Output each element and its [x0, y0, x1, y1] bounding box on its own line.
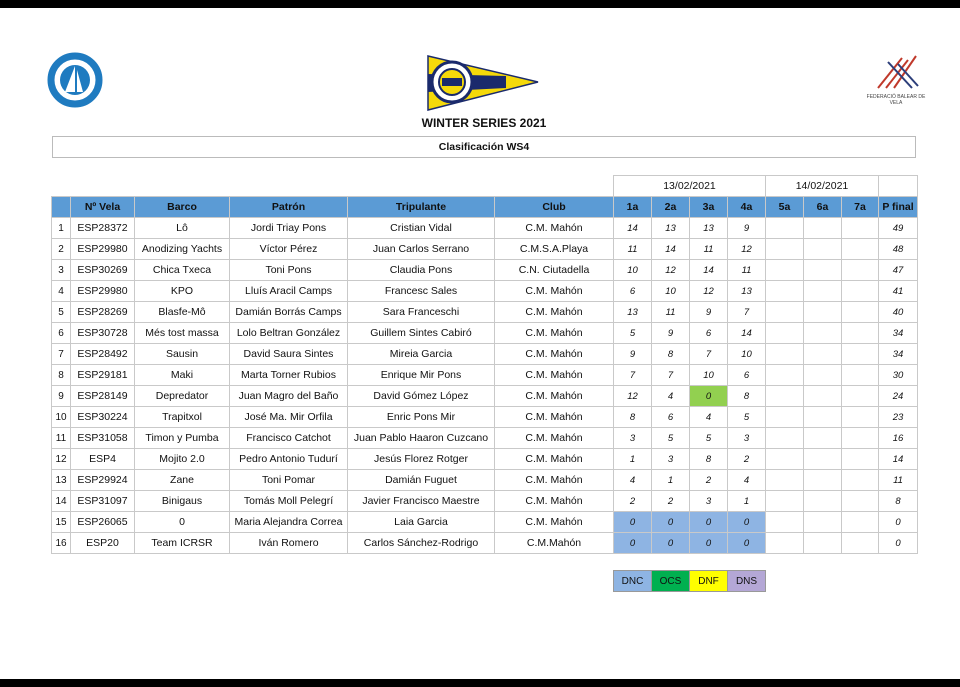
cell-barco: Sausin [135, 344, 230, 365]
legend-dnc: DNC [614, 571, 652, 592]
cell-position: 2 [52, 239, 71, 260]
cell-club: C.M. Mahón [495, 218, 614, 239]
cell-race-5 [766, 218, 804, 239]
cell-position: 1 [52, 218, 71, 239]
cell-race-3: 8 [690, 449, 728, 470]
cell-tripulante: Francesc Sales [348, 281, 495, 302]
cell-race-2: 13 [652, 218, 690, 239]
cell-race-3: 13 [690, 218, 728, 239]
cell-tripulante: Juan Carlos Serrano [348, 239, 495, 260]
cell-barco: Trapitxol [135, 407, 230, 428]
cell-race-6 [804, 533, 842, 554]
table-row [52, 449, 918, 470]
cell-race-2: 7 [652, 365, 690, 386]
cell-race-1: 0 [614, 533, 652, 554]
page-title: WINTER SERIES 2021 [421, 116, 547, 130]
cell-race-5 [766, 533, 804, 554]
cell-race-2: 14 [652, 239, 690, 260]
cell-race-3: 7 [690, 344, 728, 365]
cell-tripulante: Jesús Florez Rotger [348, 449, 495, 470]
cell-race-6 [804, 449, 842, 470]
col-header-pos [52, 197, 71, 218]
cell-position: 5 [52, 302, 71, 323]
cell-barco: Més tost massa [135, 323, 230, 344]
cell-barco: Chica Txeca [135, 260, 230, 281]
cell-final: 24 [879, 386, 918, 407]
cell-race-3: 5 [690, 428, 728, 449]
results-body [52, 218, 918, 554]
cell-race-1: 13 [614, 302, 652, 323]
cell-race-7 [842, 323, 879, 344]
cell-race-5 [766, 302, 804, 323]
cell-race-4: 1 [728, 491, 766, 512]
cell-final: 41 [879, 281, 918, 302]
cell-barco: Lô [135, 218, 230, 239]
cell-race-4: 0 [728, 512, 766, 533]
cell-vela: ESP30728 [71, 323, 135, 344]
cell-club: C.M. Mahón [495, 512, 614, 533]
cell-race-3: 0 [690, 386, 728, 407]
cell-race-2: 3 [652, 449, 690, 470]
cell-position: 14 [52, 491, 71, 512]
cell-race-4: 8 [728, 386, 766, 407]
date-day-2: 14/02/2021 [766, 176, 879, 197]
table-row [52, 302, 918, 323]
cell-final: 49 [879, 218, 918, 239]
cell-patron: Marta Torner Rubios [230, 365, 348, 386]
col-header-barco: Barco [135, 197, 230, 218]
cell-position: 13 [52, 470, 71, 491]
cell-final: 23 [879, 407, 918, 428]
cell-race-7 [842, 470, 879, 491]
cell-patron: José Ma. Mir Orfila [230, 407, 348, 428]
cell-race-1: 2 [614, 491, 652, 512]
cell-race-5 [766, 281, 804, 302]
cell-race-6 [804, 491, 842, 512]
cell-final: 40 [879, 302, 918, 323]
cell-barco: 0 [135, 512, 230, 533]
cell-race-6 [804, 302, 842, 323]
table-row [52, 260, 918, 281]
cell-final: 47 [879, 260, 918, 281]
cell-race-5 [766, 491, 804, 512]
cell-race-1: 7 [614, 365, 652, 386]
cell-position: 9 [52, 386, 71, 407]
cell-race-4: 9 [728, 218, 766, 239]
cell-patron: Maria Alejandra Correa [230, 512, 348, 533]
table-row [52, 323, 918, 344]
cell-final: 34 [879, 344, 918, 365]
cell-tripulante: Claudia Pons [348, 260, 495, 281]
cell-race-5 [766, 239, 804, 260]
cell-race-3: 6 [690, 323, 728, 344]
table-row [52, 365, 918, 386]
table-row [52, 428, 918, 449]
cell-barco: Blasfe-Mô [135, 302, 230, 323]
date-row [52, 176, 918, 197]
cell-race-6 [804, 239, 842, 260]
cell-race-2: 0 [652, 512, 690, 533]
cell-race-2: 11 [652, 302, 690, 323]
cell-race-4: 14 [728, 323, 766, 344]
cell-race-7 [842, 407, 879, 428]
cell-race-3: 0 [690, 512, 728, 533]
cell-race-4: 6 [728, 365, 766, 386]
cell-race-5 [766, 344, 804, 365]
cell-race-1: 11 [614, 239, 652, 260]
table-row [52, 491, 918, 512]
cell-patron: Lluís Aracil Camps [230, 281, 348, 302]
cell-race-3: 0 [690, 533, 728, 554]
cell-tripulante: David Gómez López [348, 386, 495, 407]
cell-race-6 [804, 386, 842, 407]
cell-patron: Toni Pomar [230, 470, 348, 491]
cell-race-5 [766, 428, 804, 449]
cell-race-4: 3 [728, 428, 766, 449]
cell-position: 3 [52, 260, 71, 281]
cell-race-5 [766, 449, 804, 470]
cell-position: 6 [52, 323, 71, 344]
cell-vela: ESP30224 [71, 407, 135, 428]
col-header-club: Club [495, 197, 614, 218]
cell-club: C.M. Mahón [495, 470, 614, 491]
cell-club: C.M. Mahón [495, 344, 614, 365]
cell-race-6 [804, 218, 842, 239]
cell-final: 11 [879, 470, 918, 491]
cell-race-5 [766, 260, 804, 281]
cell-tripulante: Carlos Sánchez-Rodrigo [348, 533, 495, 554]
cell-tripulante: Laia Garcia [348, 512, 495, 533]
cell-barco: Anodizing Yachts [135, 239, 230, 260]
cell-patron: David Saura Sintes [230, 344, 348, 365]
cell-race-1: 6 [614, 281, 652, 302]
cell-position: 12 [52, 449, 71, 470]
cell-race-7 [842, 239, 879, 260]
col-header-race-3: 3a [690, 197, 728, 218]
cell-tripulante: Guillem Sintes Cabiró [348, 323, 495, 344]
cell-race-5 [766, 323, 804, 344]
cell-barco: KPO [135, 281, 230, 302]
federation-name: FEDERACIÓ BALEAR DE VELA [866, 94, 926, 106]
legend-dns: DNS [728, 571, 766, 592]
cell-position: 15 [52, 512, 71, 533]
cell-club: C.M. Mahón [495, 491, 614, 512]
cell-club: C.M. Mahón [495, 281, 614, 302]
cell-race-1: 1 [614, 449, 652, 470]
cell-patron: Jordi Triay Pons [230, 218, 348, 239]
cell-patron: Damián Borrás Camps [230, 302, 348, 323]
table-row [52, 281, 918, 302]
cell-club: C.M. Mahón [495, 449, 614, 470]
cell-tripulante: Juan Pablo Haaron Cuzcano [348, 428, 495, 449]
cell-race-4: 5 [728, 407, 766, 428]
cell-tripulante: Damián Fuguet [348, 470, 495, 491]
cell-vela: ESP30269 [71, 260, 135, 281]
cell-race-2: 4 [652, 386, 690, 407]
cell-patron: Toni Pons [230, 260, 348, 281]
cell-position: 8 [52, 365, 71, 386]
col-header-patron: Patrón [230, 197, 348, 218]
cell-race-4: 11 [728, 260, 766, 281]
cell-position: 7 [52, 344, 71, 365]
cell-final: 0 [879, 512, 918, 533]
cell-race-6 [804, 260, 842, 281]
cell-race-1: 4 [614, 470, 652, 491]
cell-position: 16 [52, 533, 71, 554]
legend-dnf: DNF [690, 571, 728, 592]
cell-race-2: 6 [652, 407, 690, 428]
cell-final: 8 [879, 491, 918, 512]
cell-race-7 [842, 260, 879, 281]
cell-position: 11 [52, 428, 71, 449]
col-header-race-6: 6a [804, 197, 842, 218]
cell-race-2: 0 [652, 533, 690, 554]
cell-race-5 [766, 407, 804, 428]
cell-race-1: 9 [614, 344, 652, 365]
table-row [52, 344, 918, 365]
cell-vela: ESP4 [71, 449, 135, 470]
cell-vela: ESP26065 [71, 512, 135, 533]
cell-barco: Binigaus [135, 491, 230, 512]
cell-race-2: 10 [652, 281, 690, 302]
cell-club: C.M. Mahón [495, 323, 614, 344]
cell-patron: Juan Magro del Baño [230, 386, 348, 407]
cell-tripulante: Cristian Vidal [348, 218, 495, 239]
cell-race-5 [766, 386, 804, 407]
cell-race-7 [842, 533, 879, 554]
cell-position: 4 [52, 281, 71, 302]
cell-race-7 [842, 302, 879, 323]
cell-vela: ESP31097 [71, 491, 135, 512]
cell-vela: ESP29181 [71, 365, 135, 386]
cell-race-7 [842, 281, 879, 302]
cell-final: 16 [879, 428, 918, 449]
cell-race-3: 14 [690, 260, 728, 281]
cell-patron: Iván Romero [230, 533, 348, 554]
cell-vela: ESP28372 [71, 218, 135, 239]
results-page [0, 8, 960, 679]
cell-race-1: 5 [614, 323, 652, 344]
cell-club: C.M. Mahón [495, 428, 614, 449]
cell-vela: ESP20 [71, 533, 135, 554]
cell-race-7 [842, 344, 879, 365]
col-header-tripulante: Tripulante [348, 197, 495, 218]
cell-race-1: 3 [614, 428, 652, 449]
cell-race-1: 14 [614, 218, 652, 239]
legend [613, 570, 766, 592]
col-header-race-7: 7a [842, 197, 879, 218]
cell-race-4: 2 [728, 449, 766, 470]
cell-race-7 [842, 365, 879, 386]
cell-race-2: 12 [652, 260, 690, 281]
col-header-race-5: 5a [766, 197, 804, 218]
cell-race-2: 2 [652, 491, 690, 512]
cell-race-2: 5 [652, 428, 690, 449]
table-row [52, 218, 918, 239]
table-row [52, 239, 918, 260]
cell-race-2: 1 [652, 470, 690, 491]
cell-race-5 [766, 512, 804, 533]
cell-race-6 [804, 428, 842, 449]
cell-barco: Timon y Pumba [135, 428, 230, 449]
cell-race-1: 12 [614, 386, 652, 407]
cell-race-3: 3 [690, 491, 728, 512]
legend-ocs: OCS [652, 571, 690, 592]
table-row [52, 533, 918, 554]
cell-race-3: 12 [690, 281, 728, 302]
cell-barco: Team ICRSR [135, 533, 230, 554]
cell-vela: ESP31058 [71, 428, 135, 449]
cell-final: 30 [879, 365, 918, 386]
cell-club: C.M.S.A.Playa [495, 239, 614, 260]
cell-barco: Maki [135, 365, 230, 386]
cell-race-7 [842, 218, 879, 239]
cell-club: C.M.Mahón [495, 533, 614, 554]
cell-club: C.M. Mahón [495, 407, 614, 428]
cell-tripulante: Enric Pons Mir [348, 407, 495, 428]
cell-race-4: 10 [728, 344, 766, 365]
cell-race-7 [842, 386, 879, 407]
cell-vela: ESP28149 [71, 386, 135, 407]
cell-club: C.M. Mahón [495, 386, 614, 407]
cell-race-6 [804, 512, 842, 533]
cell-race-7 [842, 512, 879, 533]
cell-race-4: 0 [728, 533, 766, 554]
cell-patron: Lolo Beltran González [230, 323, 348, 344]
cell-patron: Pedro Antonio Tudurí [230, 449, 348, 470]
cell-vela: ESP28269 [71, 302, 135, 323]
cell-final: 34 [879, 323, 918, 344]
cell-race-5 [766, 365, 804, 386]
cell-position: 10 [52, 407, 71, 428]
col-header-vela: Nº Vela [71, 197, 135, 218]
table-row [52, 512, 918, 533]
cell-final: 48 [879, 239, 918, 260]
col-header-race-2: 2a [652, 197, 690, 218]
cell-race-7 [842, 491, 879, 512]
page-subtitle: Clasificación WS4 [438, 141, 530, 153]
cell-club: C.N. Ciutadella [495, 260, 614, 281]
cell-race-6 [804, 365, 842, 386]
cell-race-3: 11 [690, 239, 728, 260]
table-row [52, 470, 918, 491]
cell-final: 0 [879, 533, 918, 554]
club-burgee-logo [426, 52, 542, 114]
cell-race-7 [842, 449, 879, 470]
date-day-1: 13/02/2021 [614, 176, 766, 197]
subtitle-box [52, 136, 916, 158]
cell-race-2: 9 [652, 323, 690, 344]
cell-tripulante: Enrique Mir Pons [348, 365, 495, 386]
cell-race-4: 12 [728, 239, 766, 260]
cell-tripulante: Javier Francisco Maestre [348, 491, 495, 512]
cell-race-6 [804, 344, 842, 365]
cell-barco: Mojito 2.0 [135, 449, 230, 470]
cell-race-6 [804, 470, 842, 491]
col-header-race-1: 1a [614, 197, 652, 218]
cell-race-6 [804, 407, 842, 428]
table-row [52, 386, 918, 407]
cell-race-2: 8 [652, 344, 690, 365]
cell-club: C.M. Mahón [495, 302, 614, 323]
cell-race-6 [804, 281, 842, 302]
cell-club: C.M. Mahón [495, 365, 614, 386]
cell-race-3: 9 [690, 302, 728, 323]
cell-patron: Tomás Moll Pelegrí [230, 491, 348, 512]
cell-race-3: 10 [690, 365, 728, 386]
cell-final: 14 [879, 449, 918, 470]
cell-tripulante: Mireia Garcia [348, 344, 495, 365]
cell-vela: ESP28492 [71, 344, 135, 365]
results-table [51, 175, 918, 554]
cell-race-7 [842, 428, 879, 449]
cell-patron: Víctor Pérez [230, 239, 348, 260]
col-header-final: P final [879, 197, 918, 218]
cell-race-1: 0 [614, 512, 652, 533]
cell-vela: ESP29924 [71, 470, 135, 491]
cell-barco: Depredator [135, 386, 230, 407]
cell-race-1: 10 [614, 260, 652, 281]
cell-vela: ESP29980 [71, 281, 135, 302]
club-logo-left [47, 52, 103, 108]
cell-race-4: 7 [728, 302, 766, 323]
cell-race-4: 4 [728, 470, 766, 491]
cell-race-1: 8 [614, 407, 652, 428]
cell-race-4: 13 [728, 281, 766, 302]
cell-tripulante: Sara Franceschi [348, 302, 495, 323]
cell-race-3: 2 [690, 470, 728, 491]
cell-race-3: 4 [690, 407, 728, 428]
cell-race-5 [766, 470, 804, 491]
cell-patron: Francisco Catchot [230, 428, 348, 449]
cell-vela: ESP29980 [71, 239, 135, 260]
cell-barco: Zane [135, 470, 230, 491]
cell-race-6 [804, 323, 842, 344]
header-row [52, 197, 918, 218]
table-row [52, 407, 918, 428]
col-header-race-4: 4a [728, 197, 766, 218]
